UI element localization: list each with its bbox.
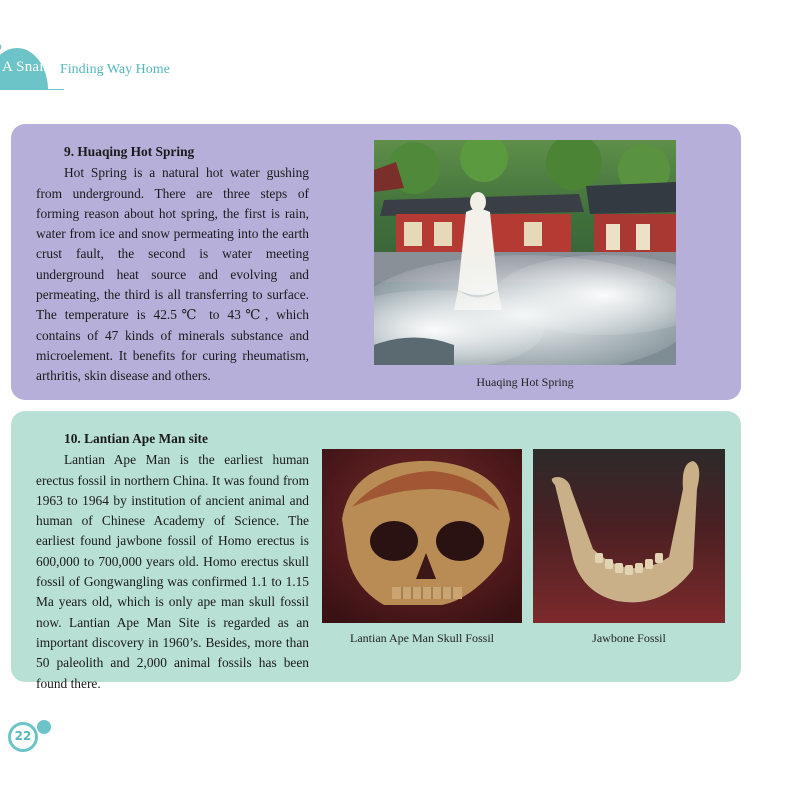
page-number-dot-icon [37,720,51,734]
section-title: 9. Huaqing Hot Spring [64,144,195,159]
skull-fossil-image [322,449,522,623]
huaqing-text-block [36,142,309,387]
section-body: Lantian Ape Man is the earliest human erectus fossil in northern China. It was found from 1963 to 1964 by institution of ancient animal and human of Chinese Academy of Science. The earliest found jawbone fossil of Homo erectus is 600,000 to 700,000 years old. Homo erectus skull fossil of Gongwangling was confirmed 1.1 to 1.15 Ma years old, which is only ape man skull fossil now. Lantian Ape Man Site is regarded as an important discovery in 1960’s. Besides, more than 50 paleolith and 2,000 animal fossils has been found there. [36,452,309,691]
lantian-text-block [36,429,309,694]
lantian-panel [11,411,741,691]
huaqing-panel [11,124,741,400]
header-title: Finding Way Home [60,62,170,77]
page-number-badge [8,722,38,752]
jawbone-fossil-photo [533,449,725,623]
section-title: 10. Lantian Ape Man site [64,431,208,446]
huaqing-photo-image [374,140,676,365]
skull-fossil-photo [322,449,522,623]
brand-text: A Snail's [2,59,57,75]
page-number: 22 [14,729,32,743]
huaqing-photo [374,140,676,365]
jawbone-caption: Jawbone Fossil [592,631,666,645]
section-body: Hot Spring is a natural hot water gushing from underground. There are three steps of forming reason about hot spring, the first is rain, water from ice and snow permeating into the earth crust fault, the second is water meeting underground heat source and evolving and permeating, the third is all transferring to surface. The temperature is 42.5℃ to 43℃, which contains of 47 kinds of minerals substance and microelement. It benefits for curing rheumatism, arthritis, skin disease and others. [36,165,309,384]
huaqing-caption: Huaqing Hot Spring [476,375,574,389]
header-rule [0,89,64,90]
jawbone-fossil-image [533,449,725,623]
skull-caption: Lantian Ape Man Skull Fossil [350,631,494,645]
page-header [0,44,240,90]
